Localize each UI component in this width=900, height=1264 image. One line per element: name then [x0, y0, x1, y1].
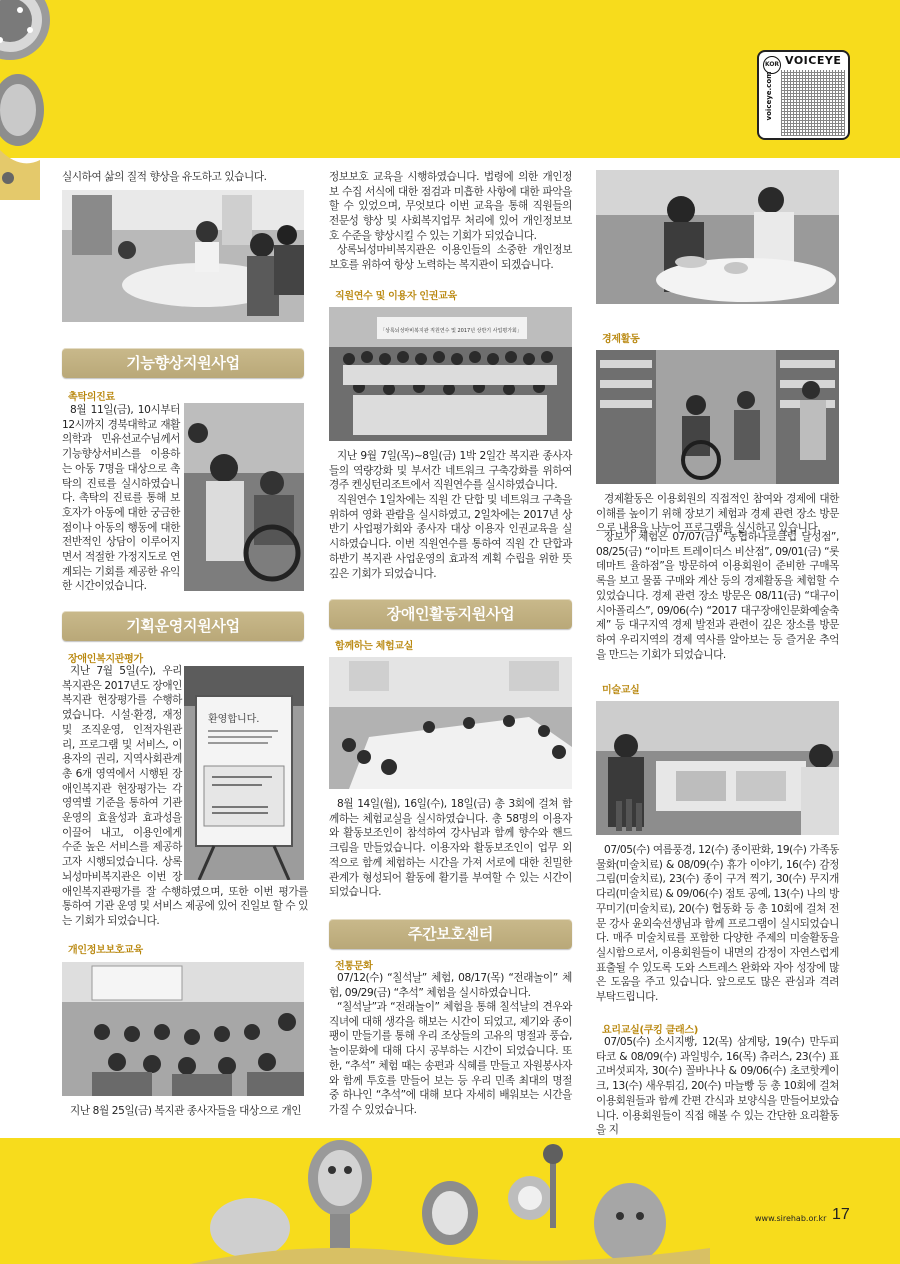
economy-text: 경제활동은 이용회원의 직접적인 참여와 경제에 대한 이해를 높이기 위해 장보기 체험과 경제 관련 장소 방문으로 내용을 나누어 프로그램을 실시하고 있습니다.: [596, 493, 839, 535]
cooking-class-text: 07/05(수) 소시지빵, 12(목) 삼계탕, 19(수) 만두피 타코 & 08/09(수) 과일빙수, 16(목) 츄러스, 23(수) 표고버섯피자, 30(수) 꼴바나나 & 09/06(수) 초코핫케이크, 13(수) 새우튀김, 20(수) 마늘빵 등 총 10회에 걸쳐 이용회원들과 함께 간편 간식과 보양식을 만들어보았습니다. 이용회원들이 직접 해볼 수 있는 간단한 요리활동을 지: [596, 1036, 839, 1137]
subheading-doctor: 촉탁의진료: [68, 392, 115, 403]
photo-doctor-consult: [184, 403, 304, 591]
voiceye-brand: VOICEYE: [785, 54, 842, 67]
banner-text: 「상록뇌성마비복지관 직원연수 및 2017년 상반기 사업평가회」: [380, 328, 522, 334]
photo-cooking: [596, 170, 839, 304]
decorative-illustration-top: [0, 0, 70, 200]
photo-evaluation-sign: [184, 666, 304, 880]
doctor-text: 8월 11일(금), 10시부터 12시까지 경북대학교 재활의학과 민유선교수님께서 기능향상서비스를 이용하는 아동 7명을 대상으로 촉탁의 진료를 실시하였습니다. 촉탁의 진료를 통해 보호자가 아동에 대한 궁금한 점이나 아동의 행동에 대한 전반적인 상담이 이루어지면서 적절한 가정지도로 연계되는 기회를 제공한 유익한 시간이었습니다.: [62, 404, 180, 593]
experience-class-text: 8월 14일(월), 16일(수), 18일(금) 총 3회에 걸쳐 함께하는 체험교실을 실시하였습니다. 총 58명의 이용자와 활동보조인이 참석하여 강사님과 함께 향수와 핸드크림을 만들었습니다. 이용자와 활동보조인이 업무 외적으로 함께 체험하는 시간을 가져 서로에 대한 친밀한 관계가 형성되어 활동에 활기를 부여할 수 있는 시간이 되었습니다.: [329, 798, 572, 899]
voiceye-code: [757, 50, 850, 140]
sign-welcome: 환영합니다.: [208, 714, 260, 725]
tradition-text: 07/12(수) “칠석날” 체험, 08/17(목) “전래놀이” 체험, 09/29(금) “추석” 체험을 실시하였습니다.: [329, 972, 572, 999]
section-title-planning: 기획운영지원사업: [62, 611, 304, 641]
subheading-economy: 경제활동: [602, 334, 640, 345]
subheading-evaluation: 장애인복지관평가: [68, 654, 143, 665]
subheading-experience-class: 함께하는 체험교실: [335, 641, 414, 652]
economy-text2: 장보기 체험은 07/07(금) “농협하나로클럽 달성점”, 08/25(금) “이마트 트레이더스 비산점”, 09/01(금) “롯데마트 율하점”을 방문하여 이용회원이 준비한 구매목록을 보고 물품 구매와 계산 등의 경제활동을 체험할 수 있었습니다. 경제 관련 장소 방문은 08/11(금) “대구이시아폴리스”, 09/06(수) “2017 대구장애인문화예술축제” 등 대구지역 경제 발전과 관련이 깊은 장소를 방문하여 우리지역의 경제 역사를 알아보는 등 즐거운 추억을 만드는 기회가 되었습니다.: [596, 531, 839, 661]
photo-experience-class: [329, 657, 572, 789]
decorative-illustration-bottom: [190, 1118, 710, 1264]
col1-intro-text: 실시하여 삶의 질적 향상을 유도하고 있습니다.: [62, 171, 267, 183]
subheading-tradition: 전통문화: [335, 961, 373, 972]
tradition-text2: “칠석날”과 “전래놀이” 체험을 통해 칠석날의 견우와 직녀에 대해 생각을 해보는 시간이 되었고, 제기와 종이팽이 만들기를 통해 우리 조상들의 고유의 명절과 풍습, 놀이문화에 대해 다시 공부하는 시간이 되었습니다. 또한, “추석” 체험 때는 송편과 식혜를 만들고 자원봉사자와 함께 투호를 만들어 보는 등 우리 민족 최대의 명절 중 하나인 “추석”에 대해 보다 자세히 배워보는 시간을 가질 수 있었습니다.: [329, 1001, 572, 1116]
photo-staff-group: [329, 307, 572, 441]
privacy-text: 지난 8월 25일(금) 복지관 종사자들을 대상으로 개인: [70, 1105, 302, 1117]
subheading-staff-training: 직원연수 및 이용자 인권교육: [335, 291, 457, 302]
footer-url: www.sirehab.or.kr: [755, 1214, 827, 1223]
staff-training-text2: 직원연수 1일차에는 직원 간 단합 및 네트워크 구축을 위하여 영화 관람을 실시하였고, 2일차에는 2017년 상반기 사업평가회와 종사자 대상 이용자 인권교육을 실시하였습니다. 이번 직원연수를 통하여 직원 간 단합과 하반기 복지관 사업운영의 효과적 계획 수립을 위한 뜻 깊은 기회가 되었습니다.: [329, 494, 572, 580]
photo-privacy-training: [62, 962, 304, 1096]
voiceye-site: voiceye.com: [765, 71, 773, 121]
col2-intro-text2: 상록뇌성마비복지관은 이용인들의 소중한 개인정보보호를 위하여 항상 노력하는 복지관이 되겠습니다.: [329, 244, 572, 271]
section-title-function: 기능향상지원사업: [62, 348, 304, 378]
art-class-text: 07/05(수) 여름풍경, 12(수) 종이판화, 19(수) 가족동물화(미술치료) & 08/09(수) 휴가 이야기, 16(수) 감정그림(미술치료), 23(수) 종이 구겨 찍기, 30(수) 무지개다리(미술치료) & 09/06(수) 점토 공예, 13(수) 나의 방 꾸미기(미술치료), 20(수) 협동화 등 총 10회에 걸쳐 전문 강사 윤외숙선생님과 함께 프로그램이 실시되었습니다. 매주 미술치료를 포함한 다양한 주제의 미술활동을 실시함으로서, 이용회원들이 내면의 감정이 자연스럽게 표출될 수 있도록 도와 스트레스 완화와 자아 성장에 많은 도움을 주고 있습니다. 앞으로도 많은 관심과 격려 부탁드립니다.: [596, 844, 839, 1004]
section-title-day-care: 주간보호센터: [329, 919, 572, 949]
col2-intro-text: 정보보호 교육을 시행하였습니다. 법령에 의한 개인정보 수집 서식에 대한 점검과 미흡한 사항에 대한 파악을 할 수 있었으며, 무엇보다 이번 교육을 통해 직원들의 전문성 향상 및 사회복지업무 처리에 있어 개인정보보호 수준을 향상시킬 수 있는 기회가 되었습니다.: [329, 171, 572, 242]
staff-training-text: 지난 9월 7일(목)~8일(금) 1박 2일간 복지관 종사자들의 역량강화 및 부서간 네트워크 구축강화를 위하여 경주 켄싱턴리조트에서 직원연수를 실시하였습니다.: [329, 450, 572, 492]
voiceye-pattern: [781, 70, 845, 136]
photo-shopping: [596, 350, 839, 484]
subheading-art-class: 미술교실: [602, 685, 640, 696]
page-number: 17: [832, 1206, 850, 1223]
photo-counseling: [62, 190, 304, 322]
photo-art-class: [596, 701, 839, 835]
section-title-activity-support: 장애인활동지원사업: [329, 599, 572, 629]
evaluation-text-narrow: 지난 7월 5일(수), 우리 복지관은 2017년도 장애인복지관 현장평가를 수행하였습니다. 시설·환경, 재정 및 조직운영, 인적자원관리, 프로그램 및 서비스, 이용자의 권리, 지역사회관계 총 6개 영역에서 시행된 장애인복지관 현장평가는 각 영역별 기준을 통하여 기관 운영의 효율성과 효과성을 이끌어 내고, 이용인에게 수준 높은 서비스를 제공하고자 시행되었습니다. 상록뇌성마비복지관은 이번 장애인복지관평가를 잘 수행하였으며, 또한 이번 평가를 통하여 기관 운영 및 서비스 제공에 있어 진일보 할 수 있는 기회가 되었습니다.: [62, 665, 309, 927]
subheading-privacy: 개인정보보호교육: [68, 945, 143, 956]
subheading-cooking-class: 요리교실(쿠킹 클래스): [602, 1025, 698, 1036]
voiceye-kor-badge: KOR: [763, 56, 781, 74]
